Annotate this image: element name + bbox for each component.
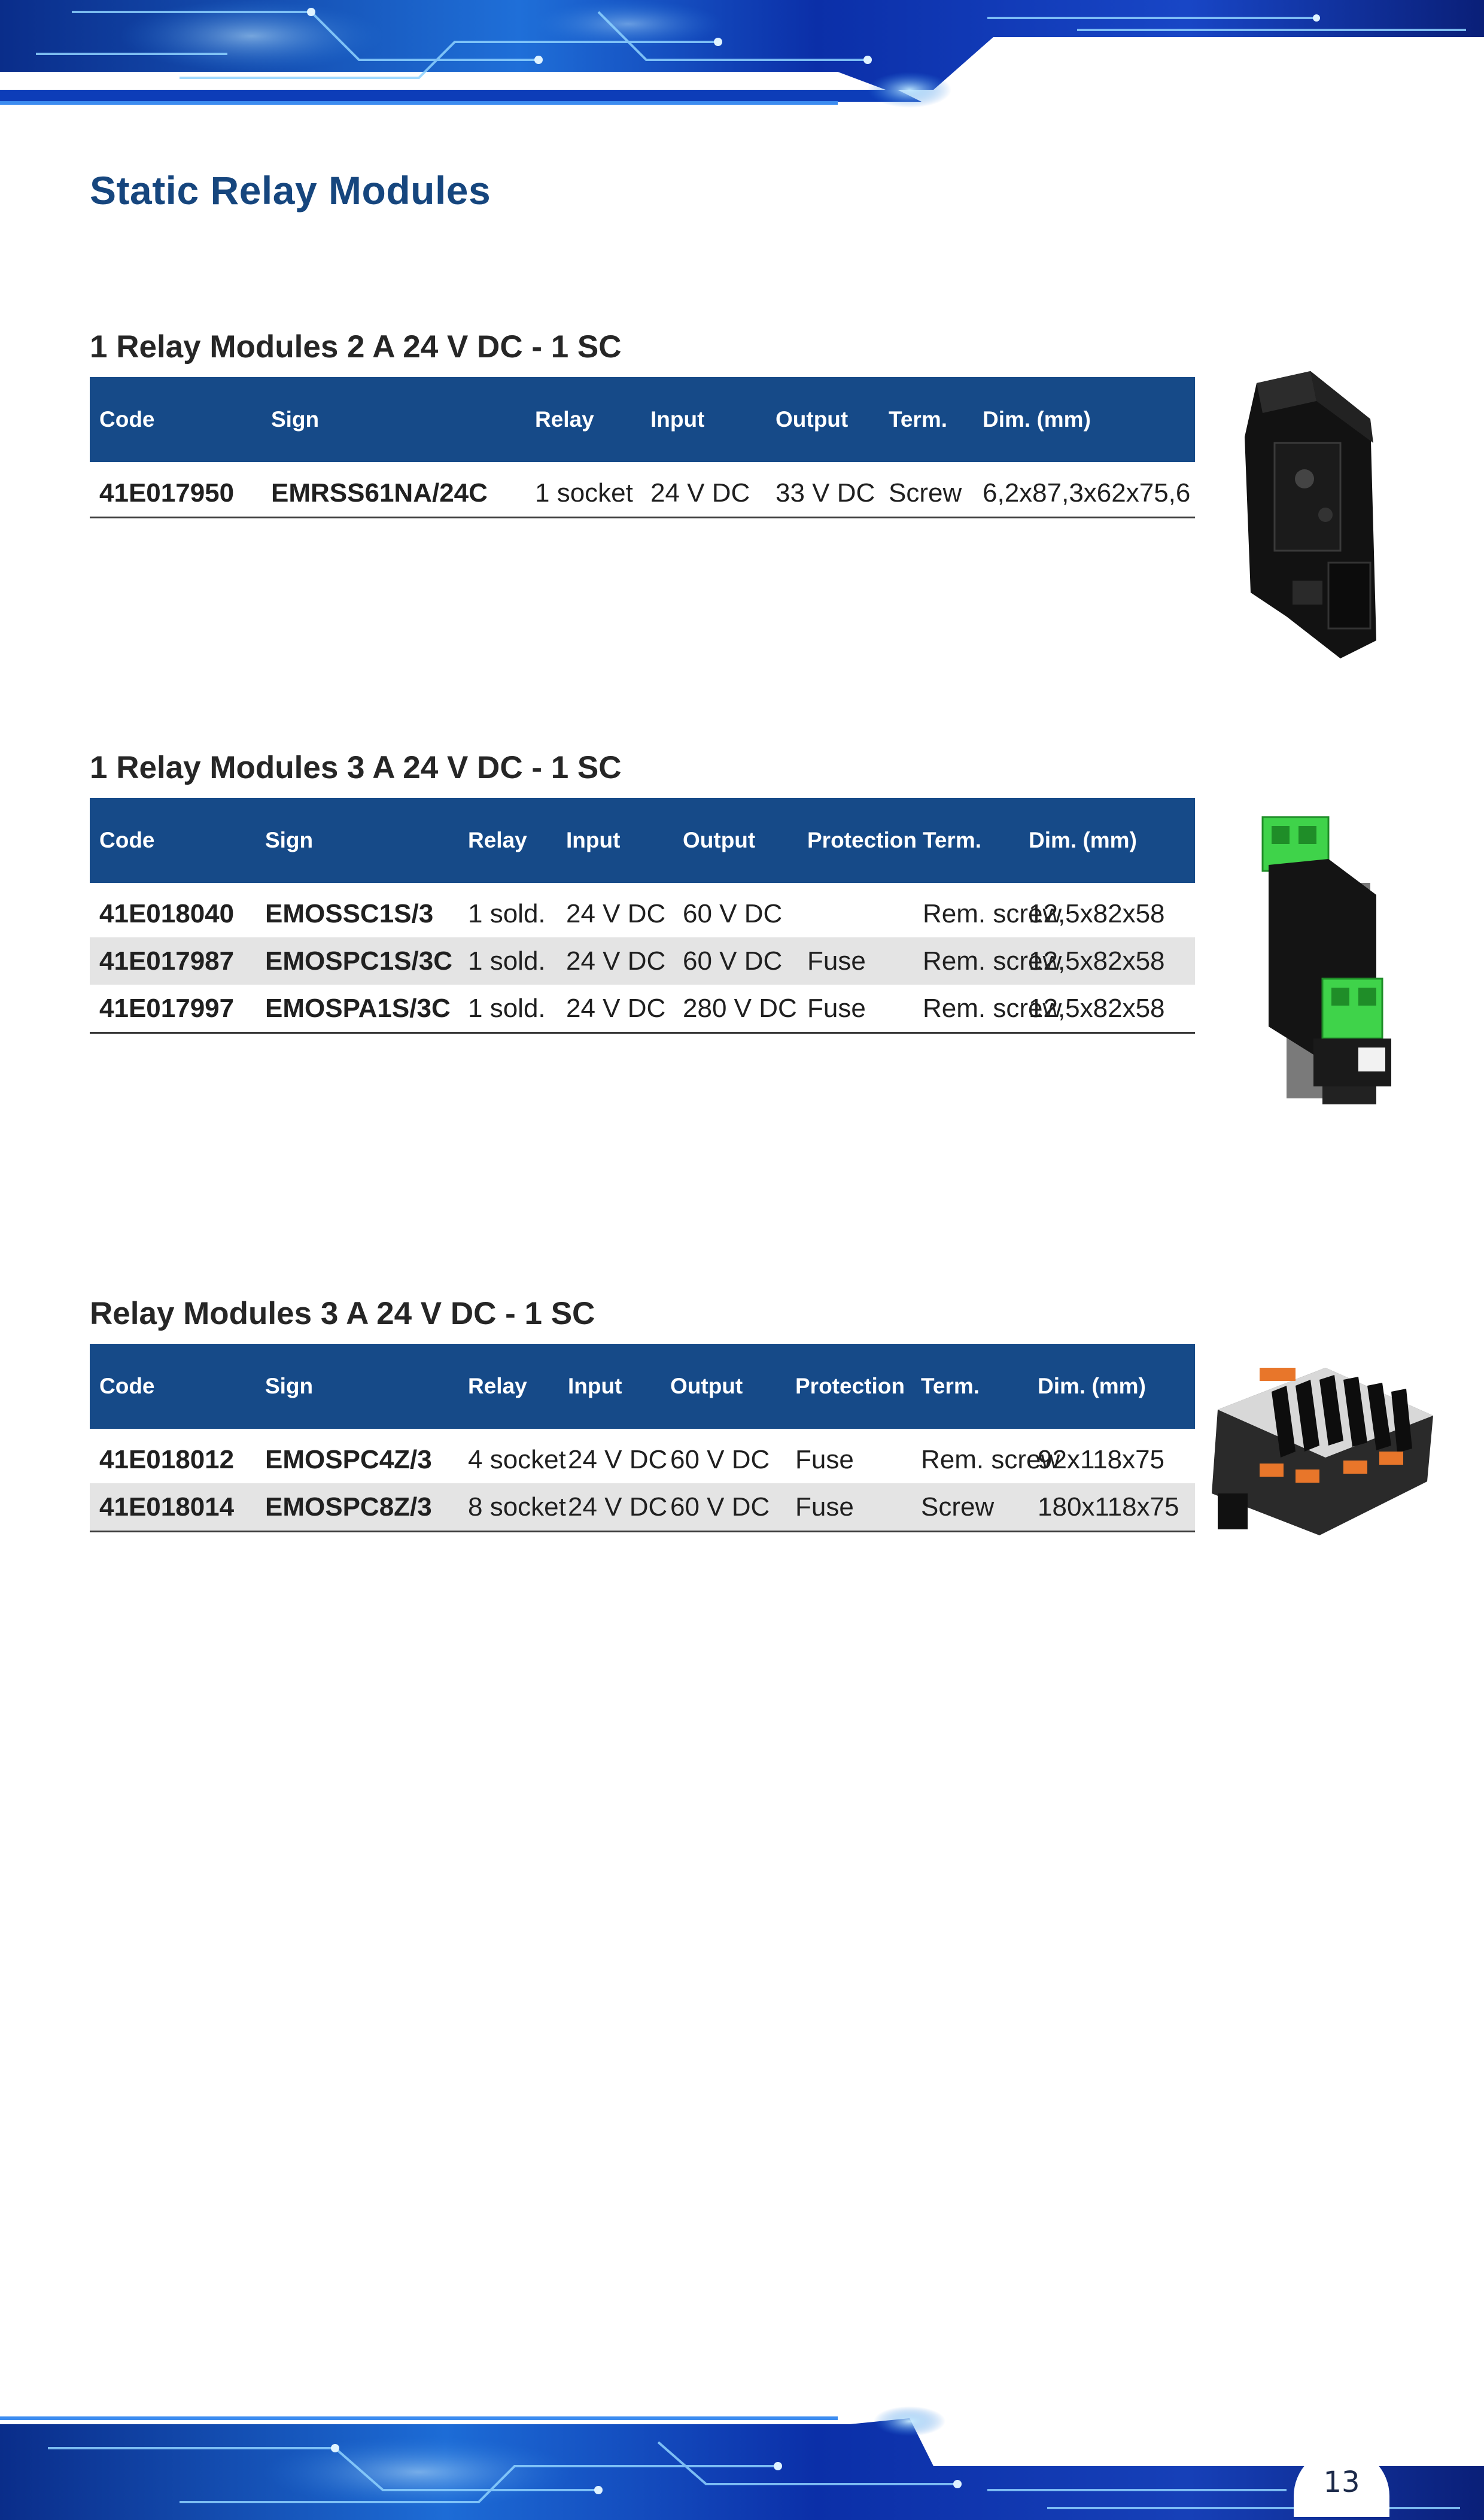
product-table [90, 1344, 1195, 1532]
cell-dim: 92x118x75 [1038, 1444, 1165, 1474]
cell-output: 60 V DC [683, 946, 783, 976]
cell-output: 60 V DC [670, 1444, 770, 1474]
table-row [90, 1429, 1195, 1483]
cell-input: 24 V DC [641, 462, 766, 518]
cell-protection: Fuse [798, 985, 913, 1033]
cell-dim: 12,5x82x58 [1029, 898, 1165, 928]
cell-sign: EMOSPC4Z/3 [265, 1444, 432, 1474]
cell-input: 24 V DC [558, 1483, 661, 1532]
product-table [90, 798, 1195, 1034]
cell-term: Screw [911, 1483, 1028, 1532]
cell-output: 280 V DC [673, 985, 798, 1033]
cell-code: 41E018040 [99, 898, 235, 928]
cell-relay: 1 socket [525, 462, 641, 518]
header-dim: Dim. (mm) [983, 407, 1091, 432]
header-dim: Dim. (mm) [1038, 1374, 1146, 1398]
header-sign: Sign [265, 1374, 314, 1398]
cell-input: 24 V DC [556, 985, 673, 1033]
header-output: Output [670, 1374, 743, 1398]
cell-sign: EMOSSC1S/3 [265, 898, 434, 928]
page-title: Static Relay Modules [90, 168, 491, 212]
header-sign: Sign [265, 828, 314, 852]
header-code: Code [99, 828, 155, 852]
cell-output: 60 V DC [661, 1483, 786, 1532]
cell-term: Rem. screw [913, 985, 1019, 1033]
table-row [90, 985, 1195, 1033]
cell-sign: EMOSPA1S/3C [256, 985, 458, 1033]
cell-protection: Fuse [807, 946, 866, 976]
cell-code: 41E018012 [99, 1444, 235, 1474]
header-output: Output [776, 407, 849, 432]
section-title: 1 Relay Modules 3 A 24 V DC - 1 SC [90, 750, 622, 785]
cell-protection: Fuse [786, 1483, 911, 1532]
table-row [90, 883, 1195, 937]
cell-input: 24 V DC [566, 946, 666, 976]
cell-term: Rem. screw [923, 946, 1062, 976]
multi-relay-board-image [1206, 1344, 1439, 1541]
cell-dim: 180x118x75 [1028, 1483, 1195, 1532]
cell-term: Screw [879, 462, 973, 518]
cell-code: 41E017987 [99, 946, 235, 976]
cell-dim: 12,5x82x58 [1019, 985, 1195, 1033]
table-row [90, 937, 1195, 985]
product-table [90, 377, 1195, 518]
cell-dim: 12,5x82x58 [1029, 946, 1165, 976]
slim-relay-module-image [1221, 365, 1400, 664]
cell-relay: 4 socket [468, 1444, 566, 1474]
tech-circuit-banner-graphic [0, 2406, 1484, 2520]
din-relay-green-terminals-image [1239, 799, 1400, 1116]
page-number: 13 [1294, 2448, 1389, 2517]
section-relay-3a-single [90, 738, 1195, 1034]
header-relay: Relay [535, 407, 594, 432]
cell-relay: 1 sold. [468, 898, 546, 928]
top-banner [0, 0, 1484, 108]
cell-sign: EMRSS61NA/24C [261, 462, 525, 518]
header-protection: Protection [795, 1374, 905, 1398]
section-relay-3a-multi [90, 1284, 1195, 1532]
cell-relay: 1 sold. [468, 946, 546, 976]
cell-protection [798, 883, 913, 937]
cell-relay: 1 sold. [458, 985, 556, 1033]
cell-input: 24 V DC [568, 1444, 668, 1474]
tech-circuit-banner-graphic [0, 0, 1484, 108]
header-code: Code [99, 1374, 155, 1398]
table-header-row [90, 1344, 1195, 1429]
header-protection: Protection [807, 828, 917, 852]
cell-sign: EMOSPC1S/3C [265, 946, 452, 976]
header-relay: Relay [468, 1374, 527, 1398]
header-term: Term. [923, 828, 982, 852]
section-title: Relay Modules 3 A 24 V DC - 1 SC [90, 1296, 595, 1331]
header-code: Code [99, 407, 155, 432]
cell-term: Rem. screw [923, 898, 1062, 928]
header-dim: Dim. (mm) [1029, 828, 1137, 852]
header-relay: Relay [468, 828, 527, 852]
table-header-row [90, 377, 1195, 462]
cell-output: 33 V DC [766, 462, 879, 518]
table-row [90, 1483, 1195, 1532]
header-output: Output [683, 828, 756, 852]
section-relay-2a [90, 317, 1195, 518]
header-term: Term. [889, 407, 948, 432]
cell-output: 60 V DC [683, 898, 783, 928]
bottom-banner [0, 2406, 1484, 2520]
cell-code: 41E017997 [90, 985, 256, 1033]
cell-relay: 8 socket [458, 1483, 558, 1532]
cell-sign: EMOSPC8Z/3 [256, 1483, 458, 1532]
table-row [90, 462, 1195, 518]
cell-code: 41E018014 [90, 1483, 256, 1532]
header-sign: Sign [271, 407, 320, 432]
cell-term: Rem. screw [921, 1444, 1060, 1474]
cell-code: 41E017950 [90, 462, 261, 518]
cell-dim: 6,2x87,3x62x75,6 [973, 462, 1195, 518]
cell-protection: Fuse [795, 1444, 854, 1474]
header-input: Input [566, 828, 621, 852]
cell-input: 24 V DC [566, 898, 666, 928]
header-input: Input [568, 1374, 622, 1398]
section-title: 1 Relay Modules 2 A 24 V DC - 1 SC [90, 329, 622, 365]
header-input: Input [650, 407, 705, 432]
header-term: Term. [921, 1374, 980, 1398]
table-header-row [90, 798, 1195, 883]
